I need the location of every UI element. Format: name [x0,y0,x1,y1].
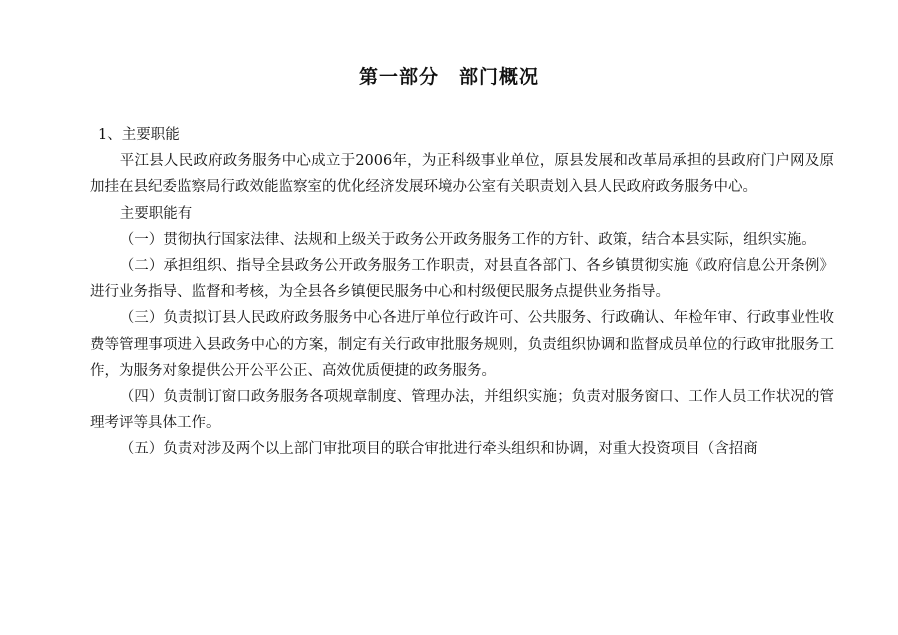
section-heading: 1、主要职能 [97,127,180,143]
functions-label: 主要职能有 [119,205,193,222]
page-title: 第一部分 部门概况 [358,66,539,88]
intro-paragraph: 平江县人民政府政务服务中心成立于2006年，为正科级事业单位，原县发展和改革局承担的县政府门户网及原加挂在县纪委监察局行政效能监察室的优化经济发展环境办公室有关职责划入县人民政府政务服务中心。 [90,153,834,196]
function-item-3: （三）负责拟订县人民政府政务服务中心各进厅单位行政许可、公共服务、行政确认、年检年审、行政事业性收费等管理事项进入县政务中心的方案，制定有关行政审批服务规则，负责组织协调和监督成员单位的行政审批服务工作，为服务对象提供公开公平公正、高效优质便捷的政务服务。 [90,310,834,379]
document-body [90,122,834,463]
function-item-4: （四）负责制订窗口政务服务各项规章制度、管理办法，并组织实施；负责对服务窗口、工作人员工作状况的管理考评等具体工作。 [90,389,834,432]
function-item-5: （五）负责对涉及两个以上部门审批项目的联合审批进行牵头组织和协调，对重大投资项目（含招商 [119,441,758,458]
function-item-1: （一）贯彻执行国家法律、法规和上级关于政务公开政务服务工作的方针、政策，结合本县实际，组织实施。 [119,231,816,248]
function-item-2: （二）承担组织、指导全县政务公开政务服务工作职责，对县直各部门、各乡镇贯彻实施《政府信息公开条例》进行业务指导、监督和考核，为全县各乡镇便民服务中心和村级便民服务点提供业务指导。 [90,258,834,301]
